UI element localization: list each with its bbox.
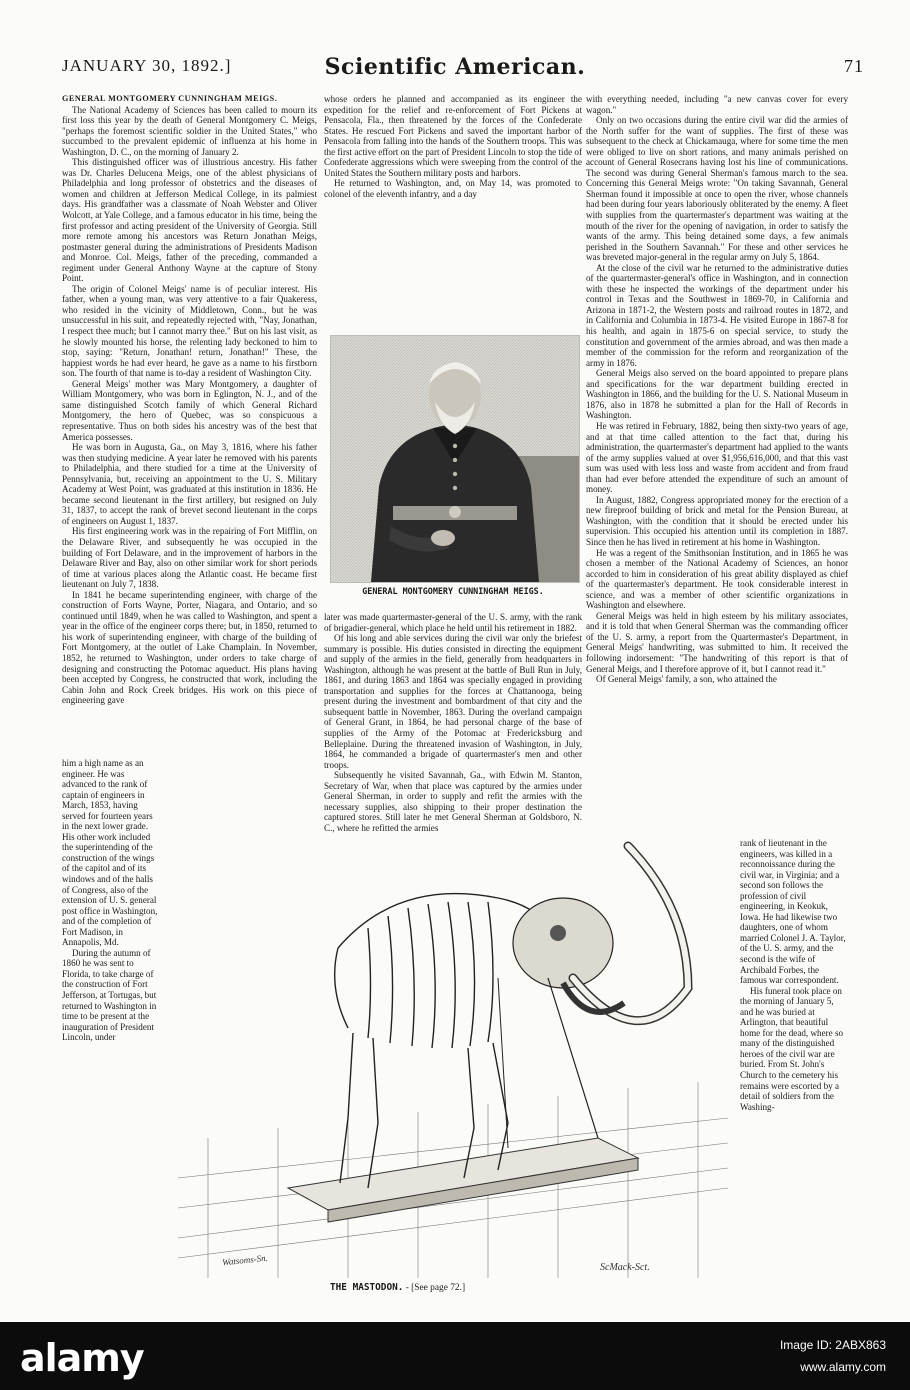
paragraph: His funeral took place on the morning of January 5, and he was buried at Arlington, that beautiful home for the dead, where so many of the distinguished heroes of the civil war are buried. From St. John's Church to the cemetery his remains were escorted by a detail of soldiers from the Washing- — [740, 985, 844, 1112]
footer-url: www.alamy.com — [800, 1360, 886, 1374]
article-column-1-narrow — [62, 758, 158, 1288]
engraver-signature: Watsoms-Sn. — [221, 1252, 269, 1268]
paragraph: His first engineering work was in the repairing of Fort Mifflin, on the Delaware River, and subsequently he was occupied in the building of Fort Delaware, and in the improvement of harbors in the Delaware River and Bay, also on other similar work for short periods of time at various places along the Atlantic coast. He became first lieutenant on July 7, 1838. — [62, 526, 317, 590]
paragraph: In 1841 he became superintending engineer, with charge of the construction of Forts Wayne, Porter, Niagara, and Ontario, and so continued until 1849, when he was called to Washington, and spent a year in the office of the engineer corps there; but, in 1850, returned to his work of superintending engineer, with charge of the building of Fort Montgomery, at the outlet of Lake Champlain. In November, 1852, he returned to Washington, under orders to take charge of designing and constructing the Potomac aqueduct. His plans having been accepted by Congress, he constructed that work, including the Cabin John and Rock Creek bridges. His work on this piece of engineering gave — [62, 589, 317, 706]
paragraph: The National Academy of Sciences has been called to mourn its first loss this year by the death of General Montgomery C. Meigs, "perhaps the foremost scientific soldier in the United States," who succumbed to the prevalent epidemic of influenza at his home in Washington, D. C., on the morning of January 2. — [62, 104, 317, 157]
artist-signature: ScMack-Sct. — [600, 1262, 650, 1273]
article-column-2-top — [324, 94, 582, 330]
paragraph: Of General Meigs' family, a son, who attained the — [596, 674, 777, 685]
mastodon-caption — [330, 1282, 465, 1293]
paragraph: He was born in Augusta, Ga., on May 3, 1816, where his father was then studying medicine. A year later he removed with his parents to Philadelphia, and there studied for a time at the University of Pennsylvania, but, receiving an appointment to the U. S. Military Academy at West Point, was graduated at this institution in 1836. He became second lieutenant in the first artillery, but resigned on July 31, 1837, to accept the rank of brevet second lieutenant in the corps of engineers on August 1, 1837. — [62, 442, 317, 526]
article-column-3-narrow — [740, 838, 848, 1288]
article-column-3 — [586, 94, 848, 838]
article-column-2-bottom — [324, 612, 582, 838]
image-id-label: Image ID: 2ABX863 — [779, 1338, 886, 1352]
masthead: Scientific American. — [324, 54, 586, 80]
paragraph: General Meigs' mother was Mary Montgomery, a daughter of William Montgomery, who was born in Eglington, N. J., and of the same distinguished Scotch family of which General Richard Montgomery, the hero of Quebec, was so conspicuous a representative. Thus on both sides his ancestry was of the best that America possesses. — [62, 378, 317, 442]
mastodon-caption-ref: - [See page 72.] — [405, 1283, 466, 1293]
portrait-image — [330, 335, 580, 583]
mastodon-caption-title: THE MASTODON. — [330, 1282, 404, 1293]
paragraph: Only on two occasions during the entire civil war did the armies of the North suffer for the want of supplies. The first of these was subsequent to the check at Chickamauga, where for some time the men were obliged to live on short rations, and many animals perished on account of General Rosecrans having lost his line of communications. The second was during General Sherman's famous march to the sea. Concerning this General Meigs wrote: "On taking Savannah, General Sherman found it impossible at once to open the river, whose channels had been during four years laboriously obliterated by the enemy. A fleet with supplies from the quartermaster's department was waiting at the mouth of the river for the opening of navigation, in order to satisfy the wants of the army. This being detained some days, a few animals perished in the Southern Savannah." For these and other services he was breveted major-general in the regular army on July 5, 1864. — [586, 115, 848, 263]
paragraph: During the autumn of 1860 he was sent to Florida, to take charge of the construction of Fort Jefferson, at Tortugas, but returned to Washington in time to be present at the inauguration of President Lincoln, under — [62, 947, 157, 1043]
paragraph: In August, 1882, Congress appropriated money for the erection of a new fireproof building of brick and metal for the Pension Bureau, at Washington, with the condition that it should be erected under his supervision. This occupied his attention until its completion in 1887. Since then he has lived in retirement at his home in Washington. — [586, 494, 848, 547]
paragraph: He was retired in February, 1882, being then sixty-two years of age, and at that time called attention to the fact that, during his administration, the quartermaster's department had applied to the wants of the army supplies valued at over $1,956,616,000, and that this vast sum was used with less loss and waste from accident and from fraud than had ever before attended the expenditure of such an amount of money. — [586, 420, 848, 495]
article-headline: GENERAL MONTGOMERY CUNNINGHAM MEIGS. — [62, 94, 278, 103]
paragraph: rank of lieutenant in the engineers, was killed in a reconnoissance during the civil war, in Virginia; and a second son follows the profession of civil engineering, in Keokuk, Iowa. He had likewise two daughters, one of whom married Colonel J. A. Taylor, of the U. S. army, and the second is the wife of Archibald Forbes, the famous war correspondent. — [740, 838, 846, 986]
paragraph: whose orders he planned and accompanied as its engineer the expedition for the relief and re-enforcement of Fort Pickens at Pensacola, Fla., then threatened by the forces of the Confederate States. He rescued Fort Pickens and saved the important harbor of Pensacola from falling into the hands of the Southern troops. This was the first active effort on the part of President Lincoln to stop the tide of Confederate aggressions which were sweeping from the control of the United States the Southern military posts and harbors. — [324, 94, 582, 178]
alamy-logo: alamy — [20, 1336, 144, 1380]
paragraph: him a high name as an engineer. He was advanced to the rank of captain of engineers in March, 1853, having served for fourteen years in the next lower grade. His other work included the superintending of the construction of the wings of the capitol and of its windows and of the halls of Congress, also of the extension of U. S. general post office in Washington, and of the completion of Fort Madison, in Annapolis, Md. — [62, 758, 158, 948]
paragraph: Of his long and able services during the civil war only the briefest summary is possible. His duties consisted in directing the equipment and supply of the armies in the field, generally from headquarters in Washington, although he was present at the battle of Bull Run in July, 1861, and during 1863 and 1864 was specially engaged in providing transportation and supplies for the forces at Chattanooga, being present during the investment and bombardment of that city and the subsequent battle in November, 1863. During the overland campaign of General Grant, in 1864, he had personal charge of the base of supplies of the Army of the Potomac at Fredericksburg and Belleplaine. During the threatened invasion of Washington, in July, 1864, he commanded a brigade of quartermaster's men and other troops. — [324, 633, 582, 770]
paragraph: Subsequently he visited Savannah, Ga., with Edwin M. Stanton, Secretary of War, when that place was captured by the armies under General Sherman, in order to supply and refit the armies with the necessary supplies, also shipping to their proper destination the captured stores. Still later he met General Sherman at Goldsboro, N. C., where he refitted the armies — [324, 770, 582, 833]
paragraph: He returned to Washington, and, on May 14, was promoted to colonel of the eleventh infantry, and a day — [324, 178, 582, 199]
issue-date: JANUARY 30, 1892.] — [62, 56, 232, 75]
paragraph: General Meigs also served on the board appointed to prepare plans and specifications for the war department building erected in Washington in 1866, and the building for the U. S. National Museum in 1876, also in 1878 he submitted a plan for the Hall of Records in Washington. — [586, 368, 848, 421]
paragraph: later was made quartermaster-general of the U. S. army, with the rank of brigadier-general, which place he held until his retirement in 1882. — [324, 612, 582, 633]
portrait-engraving — [331, 336, 579, 582]
paragraph: The origin of Colonel Meigs' name is of peculiar interest. His father, when a young man, was very attentive to a fair Quakeress, who resided in the vicinity of Middletown, Conn., but he was unsuccessful in his suit, and repeatedly rejected with, "Nay, Jonathan, I respect thee much; but I cannot marry thee." But on his last visit, as he slowly mounted his horse, the relenting lady beckoned to him to stop, saying: "Return, Jonathan! return, Jonathan!" These, the happiest words he had ever heard, he gave as a name to his firstborn son. The fourth of that name is to-day a resident of Washington City. — [62, 283, 317, 379]
page-number: 71 — [844, 56, 864, 76]
paragraph: General Meigs was held in high esteem by his military associates, and it is told that when General Sherman was the commanding officer of the U. S. army, a report from the Quartermaster's Department, in General Meigs' handwriting, was submitted to him. It received the following indorsement: "The handwriting of this report is that of General Meigs, and I therefore approve of it, but I cannot read it." — [586, 610, 848, 674]
paragraph: He was a regent of the Smithsonian Institution, and in 1865 he was chosen a member of the National Academy of Sciences, an honor accorded to him in consideration of his great ability displayed as chief of the quartermaster's department. He took considerable interest in science, and was a member of other scientific organizations in Washington and elsewhere. — [586, 547, 848, 611]
article-column-1 — [62, 94, 317, 758]
paragraph: At the close of the civil war he returned to the administrative duties of the quartermaster-general's office in Washington, and in connection with these he inspected the workings of the department under his control in Texas and the Southwest in 1869-70, in California and Arizona in 1871-2, the Western posts and railroad routes in 1872, and in California and Columbia in 1873-4. He visited Europe in 1867-8 for his health, and again in 1875-6 on special service, to study the constitution and government of the armies abroad, and was then made a member of the commission for the reform and reorganization of the army in 1876. — [586, 262, 848, 368]
mastodon-skeleton-engraving — [168, 838, 740, 1280]
paragraph: This distinguished officer was of illustrious ancestry. His father was Dr. Charles Delucena Meigs, one of the ablest physicians of Philadelphia and long professor of obstetrics and the diseases of women and children at Jefferson Medical College, in its palmiest days. His grandfather was a classmate of Noah Webster and Oliver Wolcott, at Yale College, and a famous educator in his time, being the first professor and acting president of the University of Georgia. Still more remote among his ancestors was Return Jonathan Meigs, postmaster general during the administrations of Presidents Madison and Monroe. Col. Meigs, father of the preceding, commanded a regiment under General Anthony Wayne at the capture of Stony Point. — [62, 157, 317, 284]
mastodon-illustration — [168, 838, 740, 1280]
watermark-footer — [0, 1322, 910, 1390]
portrait-caption: GENERAL MONTGOMERY CUNNINGHAM MEIGS. — [362, 586, 544, 596]
paragraph: with everything needed, including "a new canvas cover for every wagon." — [586, 94, 848, 115]
